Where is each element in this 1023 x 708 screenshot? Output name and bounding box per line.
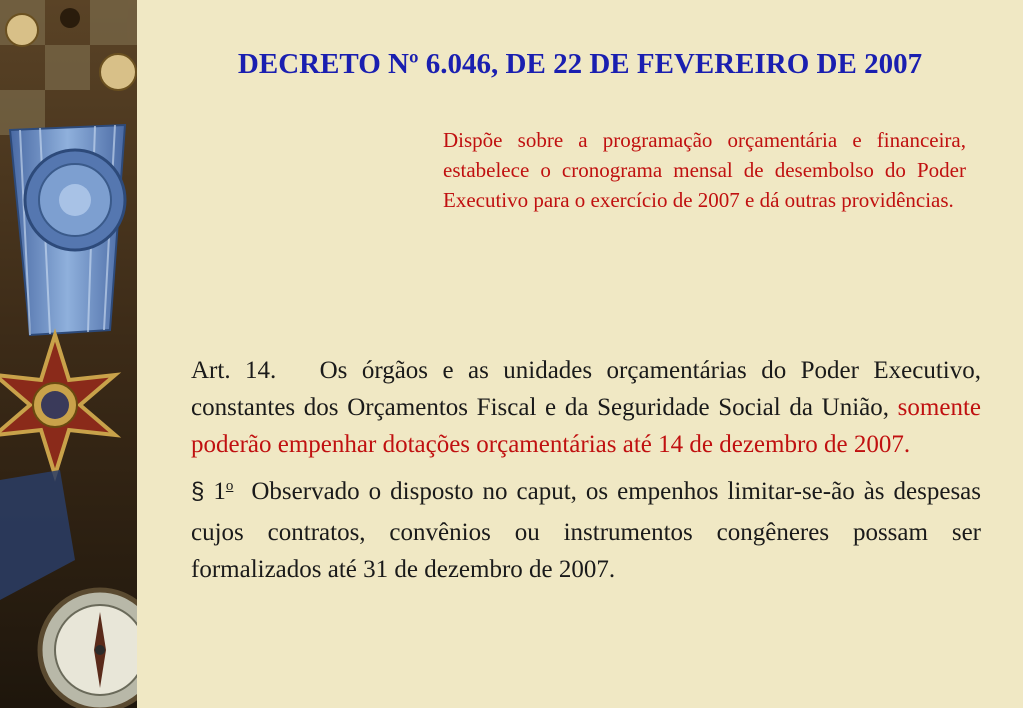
paragraph-ordinal: o (225, 478, 234, 494)
section-symbol: § (191, 478, 205, 505)
article-highlight-text: somente poderão empenhar dotações orçamentárias até 14 de dezembro de 2007. (191, 394, 981, 458)
article-text: Os órgãos e as unidades orçamentárias do Poder Executivo, constantes dos Orçamentos Fiscal e da Seguridade Social da União, (191, 357, 982, 421)
article-label: Art. 14. (191, 357, 277, 384)
paragraph-1 (191, 473, 981, 588)
decorative-medal-image (0, 0, 137, 708)
article-14 (191, 352, 981, 463)
decree-summary: Dispõe sobre a programação orçamentária e financeira, estabelece o cronograma mensal de desembolso do Poder Executivo para o exercício de 2007 e dá outras providências. (443, 128, 966, 212)
paragraph-number: 1 (213, 478, 226, 505)
paragraph-text: Observado o disposto no caput, os empenhos limitar-se-ão às despesas cujos contratos, convênios ou instrumentos congêneres possam ser formalizados até 31 de dezembro de 2007. (191, 478, 981, 583)
decree-body (191, 352, 981, 598)
page-title: DECRETO Nº 6.046, DE 22 DE FEVEREIRO DE 2007 (237, 48, 923, 80)
medal-collage-icon (0, 0, 137, 708)
